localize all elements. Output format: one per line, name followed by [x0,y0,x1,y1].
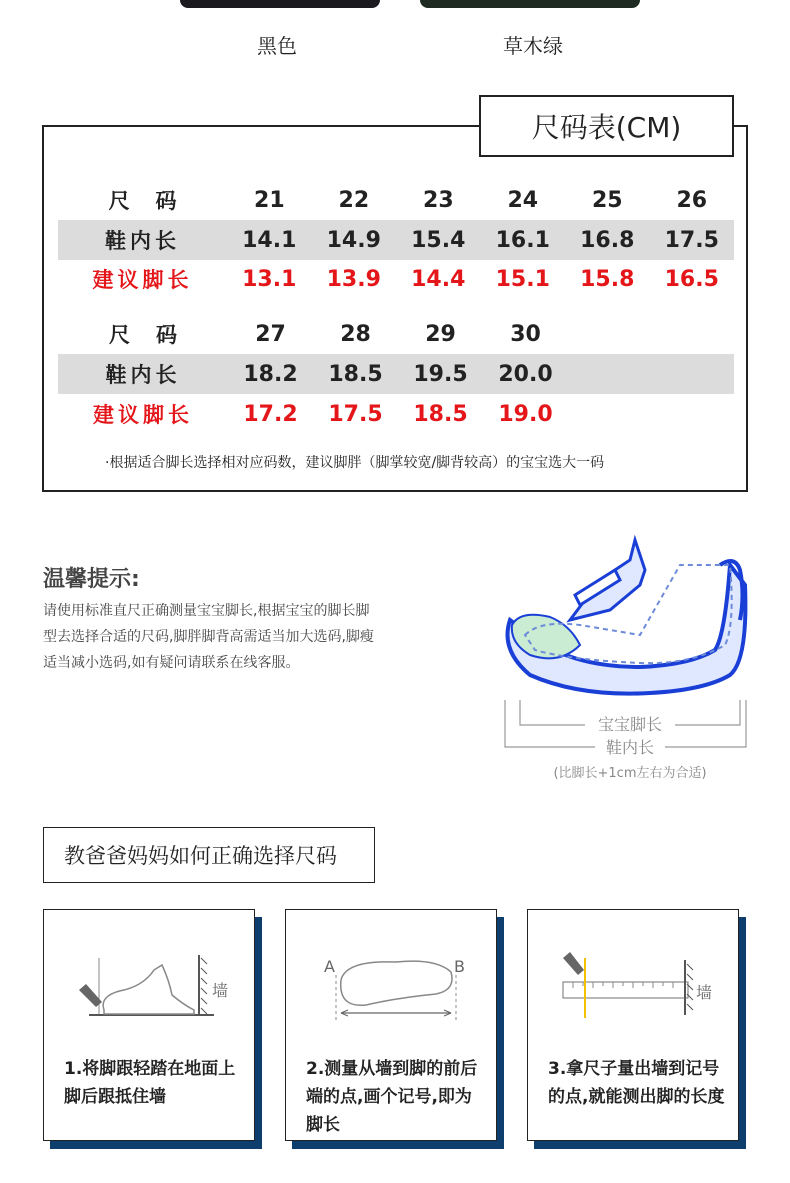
foot-length-cell: 19.0 [498,401,553,427]
foot-length-row [58,259,734,299]
tips-title: 温馨提示: [43,567,140,592]
size-cell: 28 [340,321,371,347]
step-1-illustration [44,910,256,1050]
foot-length-cell: 13.9 [326,266,381,292]
size-row [58,314,734,354]
size-cell: 26 [676,187,708,213]
foot-icon [103,965,194,1014]
foot-length-cell: 16.5 [664,266,719,292]
color-label-green: 草木绿 [503,34,563,58]
inner-length-cell: 20.0 [498,361,553,387]
inner-length-cell: 17.5 [664,227,719,253]
inner-length-cell: 16.8 [580,227,635,253]
foot-length-cell: 14.4 [411,266,466,292]
step-card-1 [43,909,255,1141]
size-cell: 29 [425,321,456,347]
foot-length-label: 宝宝脚长 [597,715,663,734]
size-row [58,180,734,220]
size-cell: 22 [338,187,370,213]
foot-length-cell: 17.2 [243,401,298,427]
tips-text: 请使用标准直尺正确测量宝宝脚长,根据宝宝的脚长脚型去选择合适的尺码,脚胖脚背高需适当加大选码,脚瘦适当减小选码,如有疑问请联系在线客服。 [43,603,374,671]
foot-length-cell: 13.1 [242,266,297,292]
point-b-label: B [454,957,465,976]
wall-label: 墙 [696,983,713,1002]
inner-length-label: 鞋内长 [105,363,181,387]
step-3-text: 3.拿尺子量出墙到记号的点,就能测出脚的长度 [548,1059,725,1107]
inner-length-cell: 14.9 [326,227,381,253]
size-chart-title: 尺码表(CM) [479,95,734,157]
inner-length-cell: 18.2 [243,361,298,387]
inner-length-cell: 16.1 [495,227,550,253]
foot-length-cell: 18.5 [413,401,468,427]
title-hook-line [734,125,748,127]
inner-length-cell: 15.4 [411,227,466,253]
inner-length-label: 鞋内长 [105,229,180,253]
wall-label: 墙 [212,981,229,1000]
step-3-illustration [528,910,740,1050]
inner-length-cell: 14.1 [242,227,297,253]
shoe-fit-diagram [490,525,760,790]
inner-length-row [58,354,734,394]
inner-length-cell: 18.5 [328,361,383,387]
how-to-title: 教爸爸妈妈如何正确选择尺码 [43,827,375,883]
step-card-3 [527,909,739,1141]
foot-length-cell: 15.8 [580,266,635,292]
footprint-icon [341,961,452,1005]
foot-length-label: 建议脚长 [92,268,193,292]
fit-hint: (比脚长+1cm左右为合适) [553,766,707,781]
point-a-label: A [324,957,335,976]
foot-length-cell: 17.5 [328,401,383,427]
step-2-illustration [286,910,498,1050]
size-cell: 23 [423,187,454,213]
size-row-label: 尺码 [109,323,203,347]
inner-length-label: 鞋内长 [605,738,655,757]
inner-length-cell: 19.5 [413,361,468,387]
size-cell: 24 [507,187,539,213]
size-chart-note: ·根据适合脚长选择相对应码数，建议脚胖（脚掌较宽/脚背较高）的宝宝选大一码 [105,455,605,471]
ruler-icon [563,982,688,998]
foot-length-label: 建议脚长 [93,403,193,427]
inner-length-row [58,220,734,260]
step-1-text: 1.将脚跟轻踏在地面上脚后跟抵住墙 [64,1059,236,1107]
size-cell: 25 [591,187,623,213]
foot-length-cell: 15.1 [495,266,550,292]
size-cell: 27 [255,321,286,347]
foot-length-row [58,394,734,434]
step-card-2 [285,909,497,1141]
step-2-text: 2.测量从墙到脚的前后端的点,画个记号,即为脚长 [306,1059,478,1135]
green-shoe-image [420,0,640,8]
black-shoe-image [180,0,380,8]
size-row-label: 尺码 [108,189,203,213]
size-cell: 21 [254,187,285,213]
pencil-icon [563,952,584,975]
size-cell: 30 [510,321,541,347]
color-label-black: 黑色 [257,34,297,58]
